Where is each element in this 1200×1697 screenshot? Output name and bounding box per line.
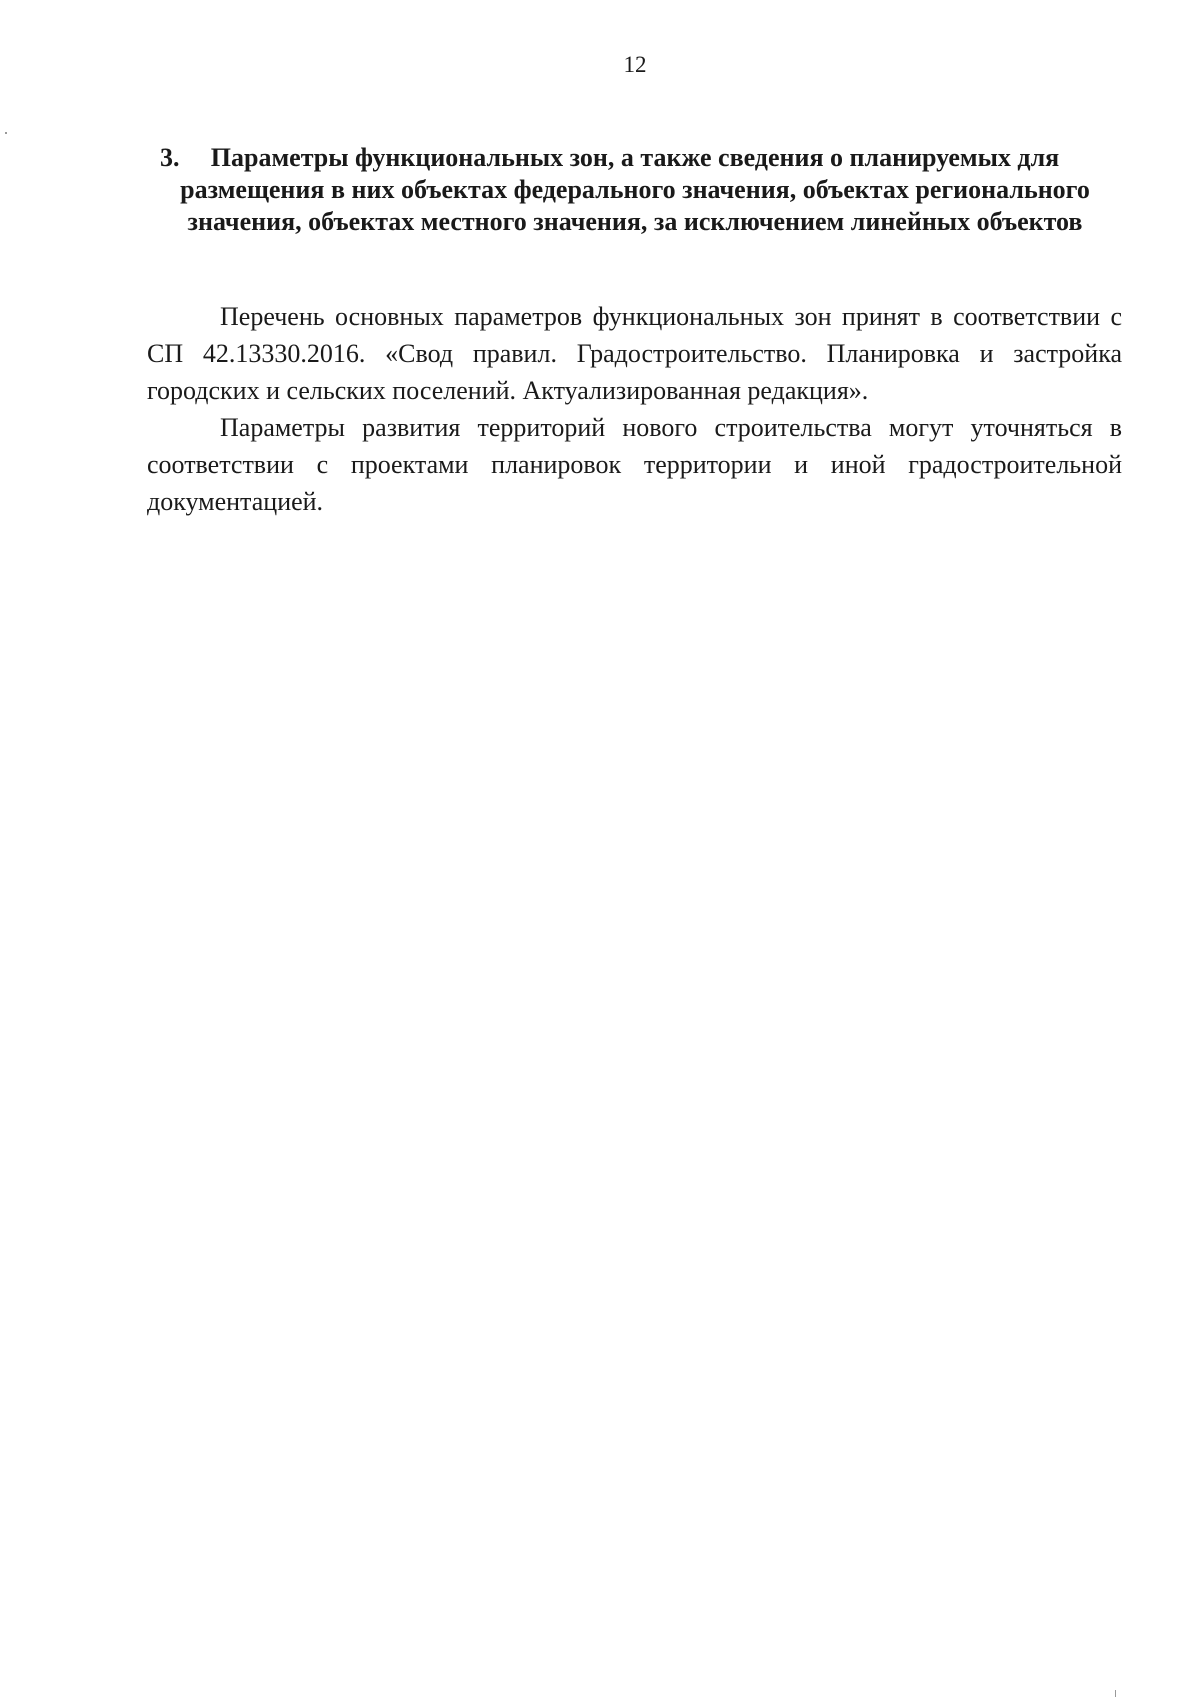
section-number: 3. [160,143,180,172]
body-text [147,298,1122,520]
paragraph-2: Параметры развития территорий нового строительства могут уточняться в соответствии с проектами планировок территории и иной градостроительной документацией. [147,413,1122,516]
page-number: 12 [623,52,647,77]
scan-mark-bottom [1115,1690,1116,1697]
section-heading [160,142,1110,238]
paragraph-1: Перечень основных параметров функциональных зон принят в соответствии с СП 42.13330.2016. «Свод правил. Градостроительство. Планировка и застройка городских и сельских поселений. Актуализированная редакция». [147,302,1122,405]
section-title: Параметры функциональных зон, а также сведения о планируемых для размещения в них объектах федерального значения, объектах регионального значения, объектах местного значения, за исключением линейных объектов [180,143,1090,236]
scan-mark-left [5,132,7,134]
